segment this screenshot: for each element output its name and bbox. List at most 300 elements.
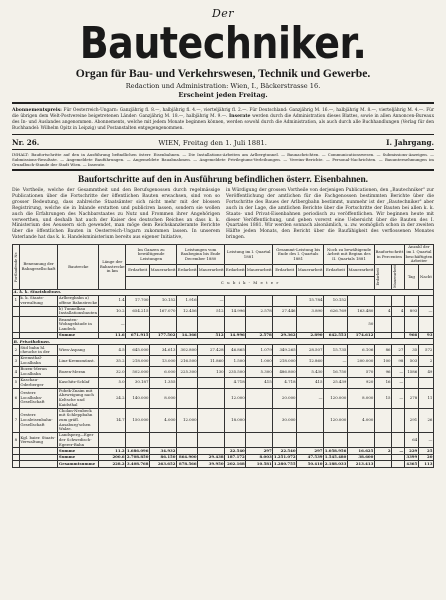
th-mauer: Mauerarbeit xyxy=(246,265,273,277)
cell-strecke: b) Tunnelbau Installationsbauten xyxy=(58,305,97,316)
inserate-label: Inserate xyxy=(229,114,251,119)
cell-nr: 1 xyxy=(13,295,20,306)
cell-p1 xyxy=(374,461,391,468)
cell-v8 xyxy=(297,317,324,332)
redaktion-line: Redaction und Administration: Wien, I., Bäckerstrasse 16. xyxy=(125,82,321,90)
cell-v7: 349.265 xyxy=(273,345,297,356)
cell-a1: 3399 xyxy=(406,454,418,460)
cell-v2: 86.150 xyxy=(150,454,177,461)
cell-v5: 46.865 xyxy=(225,345,246,356)
cell-v7: 1.251.072 xyxy=(273,454,296,460)
th-laenge: Länge der Bahnstrecke in km xyxy=(99,245,126,289)
cell-strecke: Gesammtsumme xyxy=(58,461,99,468)
cell-a1: 4365 xyxy=(406,460,418,466)
cell-a1: 893 xyxy=(404,306,418,317)
cell-p2 xyxy=(392,295,405,306)
section-row-a: A. k. k. Staatsbahnen. xyxy=(13,289,434,295)
th-nr: Fortlaufende Nr. xyxy=(13,245,20,289)
cell-a2: 20 xyxy=(418,454,433,461)
th-anzahl: Anzahl der im I. Quartal beschäftigten Arbeiter xyxy=(405,244,433,264)
cell-v7 xyxy=(273,317,297,332)
cell-p1: 86 xyxy=(374,345,391,356)
cell-strecke: Summe xyxy=(58,454,99,461)
cell-p2 xyxy=(392,461,405,468)
cell-p1: 4 xyxy=(374,306,391,317)
cell-v6: 415 xyxy=(246,377,273,388)
cell-a1: 291 xyxy=(404,408,418,433)
cell-p1: 15 xyxy=(374,388,391,408)
cell-a2: 2 xyxy=(418,356,433,367)
cell-p2: 4 xyxy=(392,306,405,317)
cell-v4 xyxy=(198,377,225,388)
cell-v9: 1.058.956 xyxy=(324,447,347,453)
cell-p2: — xyxy=(392,448,405,455)
cell-v1: 2.708.850 xyxy=(126,454,149,460)
cell-v1: 150.000 xyxy=(126,408,150,433)
cell-v1: 3.408.768 xyxy=(126,460,149,466)
cell-v8: 3.890 xyxy=(297,306,324,317)
cell-v7: 27.446 xyxy=(273,306,297,317)
cell-strecke: Kaschitz-Schlaf xyxy=(58,377,99,388)
cell-v9: 120.000 xyxy=(324,388,348,408)
cell-v4 xyxy=(198,388,225,408)
cell-v9: 1.545.480 xyxy=(324,454,347,460)
cell-strecke: Cholan-Neubeck mit Schleppbahn zum gräfl. Ausaburg'schen Walze. xyxy=(58,408,99,433)
cell-v10: 4.000 xyxy=(347,408,374,433)
table-body xyxy=(13,289,434,467)
table-row xyxy=(13,433,434,448)
cell-v5: 12.000 xyxy=(225,388,246,408)
cell-p1 xyxy=(374,317,391,332)
cell-v7: 218.000 xyxy=(273,356,297,367)
cell-km: 1.4 xyxy=(99,295,126,306)
cell-name: k. k. Staats-verwaltung xyxy=(19,295,58,306)
cell-v6: 2.578 xyxy=(246,306,273,317)
issue-row xyxy=(12,138,434,147)
cell-a2 xyxy=(418,295,433,306)
cell-v6: 10.581 xyxy=(246,461,273,468)
cell-v1: 645.000 xyxy=(126,345,150,356)
cell-km: 200.6 xyxy=(99,454,126,461)
cell-p2 xyxy=(392,317,405,332)
cell-v1: 30.187 xyxy=(126,377,150,388)
cell-v4 xyxy=(198,317,225,332)
erscheint-line: Erscheint jeden Freitag. xyxy=(178,91,268,99)
cell-v9: 25.439 xyxy=(324,377,348,388)
cell-a2: 572 xyxy=(418,345,433,356)
cell-v3: 1.916 xyxy=(177,295,198,306)
cell-nr: 6 xyxy=(13,388,20,408)
cell-v10: 570 xyxy=(347,366,374,377)
table-row xyxy=(13,388,434,408)
cell-v8: — xyxy=(297,388,324,408)
cell-v2 xyxy=(150,433,177,448)
cell-p2 xyxy=(392,408,405,433)
cell-v2: 34.932 xyxy=(150,448,177,455)
th-gesamt-ende: Gesammt-Leistung bis Ende des I. Quartals 1881 xyxy=(273,245,324,265)
cell-a2: — xyxy=(418,433,433,448)
cell-v2: 4.000 xyxy=(150,408,177,433)
cell-v8: 28.507 xyxy=(297,345,324,356)
cell-v3 xyxy=(177,377,198,388)
cell-p2 xyxy=(392,433,405,448)
cell-v4: 130 xyxy=(198,366,225,377)
cell-v4: 512 xyxy=(198,306,225,317)
cell-v2: 8.000 xyxy=(150,388,177,408)
cell-strecke: Landsperg—Eger der Schwedisch-Egerer-Bahn xyxy=(58,433,99,448)
cell-strecke: Summe xyxy=(58,332,99,339)
cell-v6: 1.079 xyxy=(246,345,273,356)
cell-v5: 187.172 xyxy=(225,454,246,461)
cell-v2: 34.613 xyxy=(150,345,177,356)
th-unterbau: Im Ganzen zu bewältigende Leistungen xyxy=(126,245,177,265)
cell-p1: 2 xyxy=(374,448,391,455)
table-row xyxy=(13,317,434,332)
cell-v6 xyxy=(246,295,273,306)
cell-name xyxy=(19,317,58,332)
th-erd: Erdarbeit xyxy=(273,265,297,277)
cell-v3 xyxy=(177,317,198,332)
cell-v3: 216.500 xyxy=(177,356,198,367)
baufortschritt-table xyxy=(12,244,434,468)
cell-v9: 10.152 xyxy=(324,295,348,306)
cell-v7: 22.540 xyxy=(273,448,297,455)
cell-v3 xyxy=(177,388,198,408)
cell-v8: 5.430 xyxy=(297,366,324,377)
newspaper-page xyxy=(12,8,434,596)
cell-p2: — xyxy=(392,366,405,377)
issue-number: Nr. 26. xyxy=(12,138,40,147)
cell-v7 xyxy=(273,295,297,306)
cell-p2: — xyxy=(392,377,405,388)
cell-v1: 140.000 xyxy=(126,388,150,408)
cell-name: Kremsthal-Localbahn xyxy=(19,356,58,367)
cell-a2: 49 xyxy=(418,366,433,377)
th-bezeichnung: Benennung der Bahngesellschaft xyxy=(19,245,58,289)
cell-v9: 626.769 xyxy=(324,306,348,317)
table-row xyxy=(13,295,434,306)
cell-v2: 10.152 xyxy=(150,295,177,306)
cell-a2: 25 xyxy=(418,448,433,455)
th-erd: Erdarbeit xyxy=(225,265,246,277)
th-erd: Erdarbeit xyxy=(324,265,348,277)
cell-km xyxy=(99,433,126,448)
cell-strecke: Pobek-Znaim mit Abzweigung nach Keltsche und Kaidsthal xyxy=(58,388,99,408)
table-row xyxy=(13,306,434,317)
cell-v6: 2.578 xyxy=(246,332,273,339)
cell-name: Oesterr. Localbahn-Gesellschaft xyxy=(19,388,58,408)
article-col-right: in Würdigung der grossen Vortheile von derjenigen Publicationen, den „Bautechniker" zur Veröffentlichung der amtlichen für die Fachgenossen bestimmten Berichte über die Fortschritte des Baues der Arlbergbahn bestimmt, nunmehr ist der „Bautechniker" aber auch in der Lage, die amtlichen Berichte über die Fortschritte der Bauten bei allen k. k. Staats- und Privat-Eisenbahnen periodisch zu veröffentlichen. Wir beginnen heute mit dieser Veröffentlichung, und geben vorerst eine Uebersicht über die Bauten des I. Quartales 1881. Wir werden sonnach alsonämlich, u. zw. womöglich schon in der zweiten Hälfte jeden Monats, den Bericht über die Baufähigkeit des verflossenen Monates bringen. xyxy=(226,188,434,241)
cell-v5 xyxy=(225,295,246,306)
cell-a2: 93 xyxy=(418,332,433,339)
masthead-title: Bautechniker. xyxy=(79,17,367,69)
cell-v10 xyxy=(347,433,374,448)
cell-v6: 8.003 xyxy=(246,454,273,461)
cell-v8: 15.784 xyxy=(297,295,324,306)
cell-v6 xyxy=(246,433,273,448)
cell-a1: 503 xyxy=(404,356,418,367)
cell-nr: 5 xyxy=(13,377,20,388)
cell-v8: 2.890 xyxy=(297,332,324,339)
cell-v10: 38.600 xyxy=(347,454,374,461)
cell-p2: 98 xyxy=(392,356,405,367)
cell-v6: 297 xyxy=(246,448,273,455)
abo-text: Für Oesterreich-Ungarn: Ganzjährig fl. 8.—, halbjährig fl. 4.—, vierteljährig fl. 2.—. Für Deutschland: Ganzjährig M. 16.—, halbjährig M. 8.—, vierteljährig M. 4.—. Für die übrigen dem Welt-Postvereine beigetretenen Länder: Ganzjährig M. 18.—, halbjährig M. 9.—. xyxy=(12,108,434,119)
cell-nr: 3 xyxy=(13,356,20,367)
masthead-subtitle: Organ für Bau- und Verkehrswesen, Technik und Gewerbe. xyxy=(75,67,371,80)
divider xyxy=(12,102,434,105)
cell-v1: 1.686.096 xyxy=(126,447,149,453)
cell-v5: 235.500 xyxy=(225,366,246,377)
cell-a1: 229 xyxy=(404,448,418,455)
cell-v5: 14.996 xyxy=(225,306,246,317)
cell-v2: 263.652 xyxy=(150,461,177,468)
th-strecke: Bautrecke xyxy=(58,245,99,289)
table-row xyxy=(13,461,434,468)
cell-v4 xyxy=(198,433,225,448)
cell-v10: 6.106 xyxy=(347,345,374,356)
cell-v1: 502.000 xyxy=(126,366,150,377)
cell-v10: 50 xyxy=(347,317,374,332)
th-mauer: Mauerarbeit xyxy=(347,265,374,277)
cell-p1 xyxy=(374,433,391,448)
cell-strecke: Arlbergbahn a) offene Bahnstrecke xyxy=(58,295,98,305)
th-erd: Erdarbeit xyxy=(374,265,391,289)
cell-strecke: Bozen-Meran xyxy=(58,366,99,377)
cell-v9: 15.735 xyxy=(324,345,348,356)
cell-km: 24.2 xyxy=(99,388,126,408)
cell-nr xyxy=(13,317,20,332)
th-nacht: Nacht xyxy=(418,265,433,289)
table-row xyxy=(13,345,434,356)
issue-year: I. Jahrgang. xyxy=(386,138,434,147)
cell-name xyxy=(19,461,58,468)
cell-v9: — xyxy=(324,356,348,367)
cell-km: 228.2 xyxy=(99,461,126,468)
masthead-der: Der xyxy=(211,7,235,20)
cell-strecke: Linz-Kremsmünst. xyxy=(58,356,99,367)
cell-p1 xyxy=(374,408,391,433)
cell-km: — xyxy=(99,317,126,332)
cell-strecke: Summe xyxy=(58,448,99,455)
cell-km: 11.6 xyxy=(99,332,126,339)
issue-date: WIEN, Freitag den 1. Juli 1881. xyxy=(158,139,267,147)
cell-v4: 39.950 xyxy=(198,461,225,468)
cell-v4: 512 xyxy=(198,332,225,339)
th-mauer: Mauerarbeit xyxy=(297,265,324,277)
cell-v1: 654.215 xyxy=(126,306,150,317)
cell-a2 xyxy=(418,317,433,332)
cell-nr: 4 xyxy=(13,366,20,377)
cell-km: 11.2 xyxy=(99,448,126,455)
cell-v4: 11.860 xyxy=(198,356,225,367)
cell-p2: 27 xyxy=(392,345,405,356)
cell-p1 xyxy=(374,295,391,306)
cell-v9: 642.553 xyxy=(324,332,348,339)
th-noch-zu: Noch zu bewältigende Arbeit mit Beginn des II. Quartals 1881 xyxy=(324,245,375,265)
cell-v1 xyxy=(126,317,150,332)
th-leistung-q: Leistung im I. Quartal 1881 xyxy=(225,245,273,265)
cell-p2: — xyxy=(392,388,405,408)
cell-a1 xyxy=(404,377,418,388)
cell-v2: 1.355 xyxy=(150,377,177,388)
cell-p1: 100 xyxy=(374,356,391,367)
cell-v9 xyxy=(324,433,348,448)
cell-name: Kgl. baier. Staats-Verwaltung xyxy=(19,433,58,448)
cell-a2: 113 xyxy=(418,461,433,468)
cell-v2: 177.502 xyxy=(150,332,177,339)
cell-v10: 16.625 xyxy=(347,448,374,455)
cell-nr: 7 xyxy=(13,408,20,433)
cell-strecke: Beamten-Wohngebäude in Landeck xyxy=(58,317,99,332)
cell-v9 xyxy=(324,317,348,332)
abo-label: Abonnementspreis: xyxy=(12,108,62,113)
cell-v3: 12.456 xyxy=(177,306,198,317)
cell-a2 xyxy=(418,377,433,388)
th-erd: Erdarbeit xyxy=(177,265,198,277)
th-mauer: Mauerarbeit xyxy=(392,265,405,289)
cell-v9: 2.188.033 xyxy=(324,460,347,466)
cell-v3: 302.800 xyxy=(177,345,198,356)
cell-v10 xyxy=(347,295,374,306)
th-baufort: Baufortschritt in Percenten xyxy=(374,245,404,265)
article-col-left: Die Vortheile, welche der Gesammtheit und den Berufsgenossen durch regelmässige Publicationen über die Fortschritte der öffentlichen Bauten erwachsen, sind von so grosser Bedeutung, dass zahlreiche Staatsämter sich nicht mehr mit der blossen Registrirung, welche sie in Inlande erstatten und publiciren lassen, sondern sie wollen auch die Erfahrungen des Nachbarstaates zu Nutz und Frommen ihrer Angehörigen verwerthen, und deshalb hat auch der Kaiser des deutschen Reiches an dass k. k. Ministerium des Aeussern sich gewendet, man möge dem Reichskanzleramte Berichte über die öffentlichen Bauten in Oesterreich-Ungarn zukommen lassen. In unserem Vaterlande hat das k. k. Handelsministerium bereits aus eigener Initiative, xyxy=(12,188,220,241)
cell-v8 xyxy=(297,408,324,433)
cell-name: Bozen-Meran Localbahn xyxy=(19,366,58,377)
cell-v2: 6.000 xyxy=(150,366,177,377)
divider xyxy=(12,134,434,135)
cell-v1: 671.915 xyxy=(126,332,150,339)
cell-v7: 29.362 xyxy=(273,332,297,339)
divider xyxy=(12,169,434,172)
cell-v5: 4.718 xyxy=(225,377,246,388)
cell-v10: 163.480 xyxy=(347,306,374,317)
cell-nr xyxy=(13,461,20,468)
cell-a1: 64 xyxy=(404,433,418,448)
cell-a1 xyxy=(404,317,418,332)
th-erd: Erdarbeit xyxy=(126,265,150,277)
cell-v10: 8.000 xyxy=(347,388,374,408)
cell-v3 xyxy=(177,433,198,448)
cell-v6: 5.300 xyxy=(246,366,273,377)
cell-v7: 30.000 xyxy=(273,408,297,433)
cell-nr xyxy=(13,306,20,317)
cell-name xyxy=(19,306,58,317)
cell-v1: 218.000 xyxy=(126,356,150,367)
cell-v2: 13.000 xyxy=(150,356,177,367)
cell-km: 4.5 xyxy=(99,345,126,356)
cell-name: Kaschau-Oderberger xyxy=(19,377,58,388)
cell-v9: 16.750 xyxy=(324,366,348,377)
cell-nr: 2 xyxy=(13,345,20,356)
cell-strecke: Wien-Aspang xyxy=(58,345,99,356)
cell-v8: 50.410 xyxy=(297,461,324,468)
cell-v2 xyxy=(150,317,177,332)
cell-v1: 17.700 xyxy=(126,295,150,306)
cell-a1: 278 xyxy=(404,388,418,408)
table-row xyxy=(13,366,434,377)
cell-a2: 11 xyxy=(418,388,433,408)
cell-v7 xyxy=(273,433,297,448)
cell-v7: 20.000 xyxy=(273,388,297,408)
cell-v5: 14.996 xyxy=(225,332,246,339)
cell-v3: 12.000 xyxy=(177,408,198,433)
cell-p1: 16 xyxy=(374,377,391,388)
cell-v5: 202.168 xyxy=(225,461,246,468)
abonnement-block xyxy=(12,108,434,132)
cell-km: 10.2 xyxy=(99,306,126,317)
cell-v5: 22.540 xyxy=(225,448,246,455)
cell-v5 xyxy=(225,317,246,332)
th-leistungen-bis: Leistungen vom Baubeginn bis Ende December 1880 xyxy=(177,245,225,265)
cell-v9: 120.000 xyxy=(324,408,348,433)
cell-a1: 35 xyxy=(404,345,418,356)
cell-v3: 225.300 xyxy=(177,366,198,377)
cell-v6 xyxy=(246,317,273,332)
cell-v10: 200.000 xyxy=(347,356,374,367)
cell-v4 xyxy=(198,408,225,433)
cell-v6: 1.000 xyxy=(246,356,273,367)
cell-p1: 96 xyxy=(374,366,391,377)
cell-v3: 878.566 xyxy=(177,461,198,468)
cell-name: Oesterr. Localeisenbahn-Gesellschaft xyxy=(19,408,58,433)
cell-v1 xyxy=(126,433,150,448)
cell-km: 14.7 xyxy=(99,408,126,433)
cell-a1: 966 xyxy=(404,332,418,339)
cell-v8: 12.860 xyxy=(297,356,324,367)
table-row xyxy=(13,408,434,433)
cell-km: 5.0 xyxy=(99,377,126,388)
cell-a1: 1586 xyxy=(404,366,418,377)
cell-v8 xyxy=(297,433,324,448)
cell-v7: 1.280.755 xyxy=(273,460,296,466)
cell-v4: — xyxy=(198,295,225,306)
cell-v7: 486.800 xyxy=(273,366,297,377)
cell-v3: 14.366 xyxy=(177,332,198,339)
th-mauer: Mauerarbeit xyxy=(150,265,177,277)
th-unit: C u b i k - M e t e r xyxy=(126,277,375,289)
cell-v8: 47.539 xyxy=(297,454,324,461)
cell-v10: 174.612 xyxy=(347,332,374,339)
inserate-text: werden durch die Administration dieses Blattes, sowie in allen Annoncen-Bureaux des In- und Auslandes angenommen. Abonnements, welche mit jedem Monate beginnen können, werden sowohl durch die Administration, als auch durch alle Buchhandlungen (Verlag für den Buchhandel: Wilhelm Opitz in Leipzig) und Postanstalten entgegengenommen. xyxy=(12,114,434,131)
cell-a2: 26 xyxy=(418,408,433,433)
th-tag: Tag xyxy=(404,265,418,289)
cell-v7: 4.718 xyxy=(273,377,297,388)
cell-nr: 8 xyxy=(13,433,20,448)
section-row-b: B. Privatbahnen. xyxy=(13,339,434,345)
cell-v5: 18.000 xyxy=(225,408,246,433)
cell-a1 xyxy=(404,295,418,306)
cell-v3: 864.900 xyxy=(177,454,198,461)
cell-v10: 213.413 xyxy=(347,461,374,468)
cell-a2: — xyxy=(418,306,433,317)
cell-v8: 297 xyxy=(297,448,324,455)
divider xyxy=(12,149,434,150)
cell-v8: 415 xyxy=(297,377,324,388)
th-mauer: Mauerarbeit xyxy=(198,265,225,277)
cell-v5: 1.500 xyxy=(225,356,246,367)
inhalt-block: INHALT: Baufortschritte auf den in Ausführung befindlichen österr. Eisenbahnen. — Die Installations-Arbeiten am Arlbergtunnel. — Baunachrichten. — Communicationswesen. — Submissions-Anzeigen. — Submissions-Resultate. — Angemeldete Bauführungen. — Angemeldete Bauabnahmen. — Angemeldete Privilegiums-Verleihungen. — Vereins-Berichte. — Personal-Nachrichten. — Bauunternehmungen im Grundbuch-Stande der Stadt Wien. — Inserate. xyxy=(12,152,434,167)
cell-km: 35.2 xyxy=(99,356,126,367)
cell-v2: 167.070 xyxy=(150,306,177,317)
article-title: Baufortschritte auf den in Ausführung befindlichen österr. Eisenbahnen. xyxy=(77,175,369,185)
cell-km: 32.0 xyxy=(99,366,126,377)
table-row xyxy=(13,377,434,388)
cell-v4: 29.438 xyxy=(198,454,225,461)
cell-v10: 920 xyxy=(347,377,374,388)
table-row xyxy=(13,356,434,367)
cell-v6 xyxy=(246,388,273,408)
